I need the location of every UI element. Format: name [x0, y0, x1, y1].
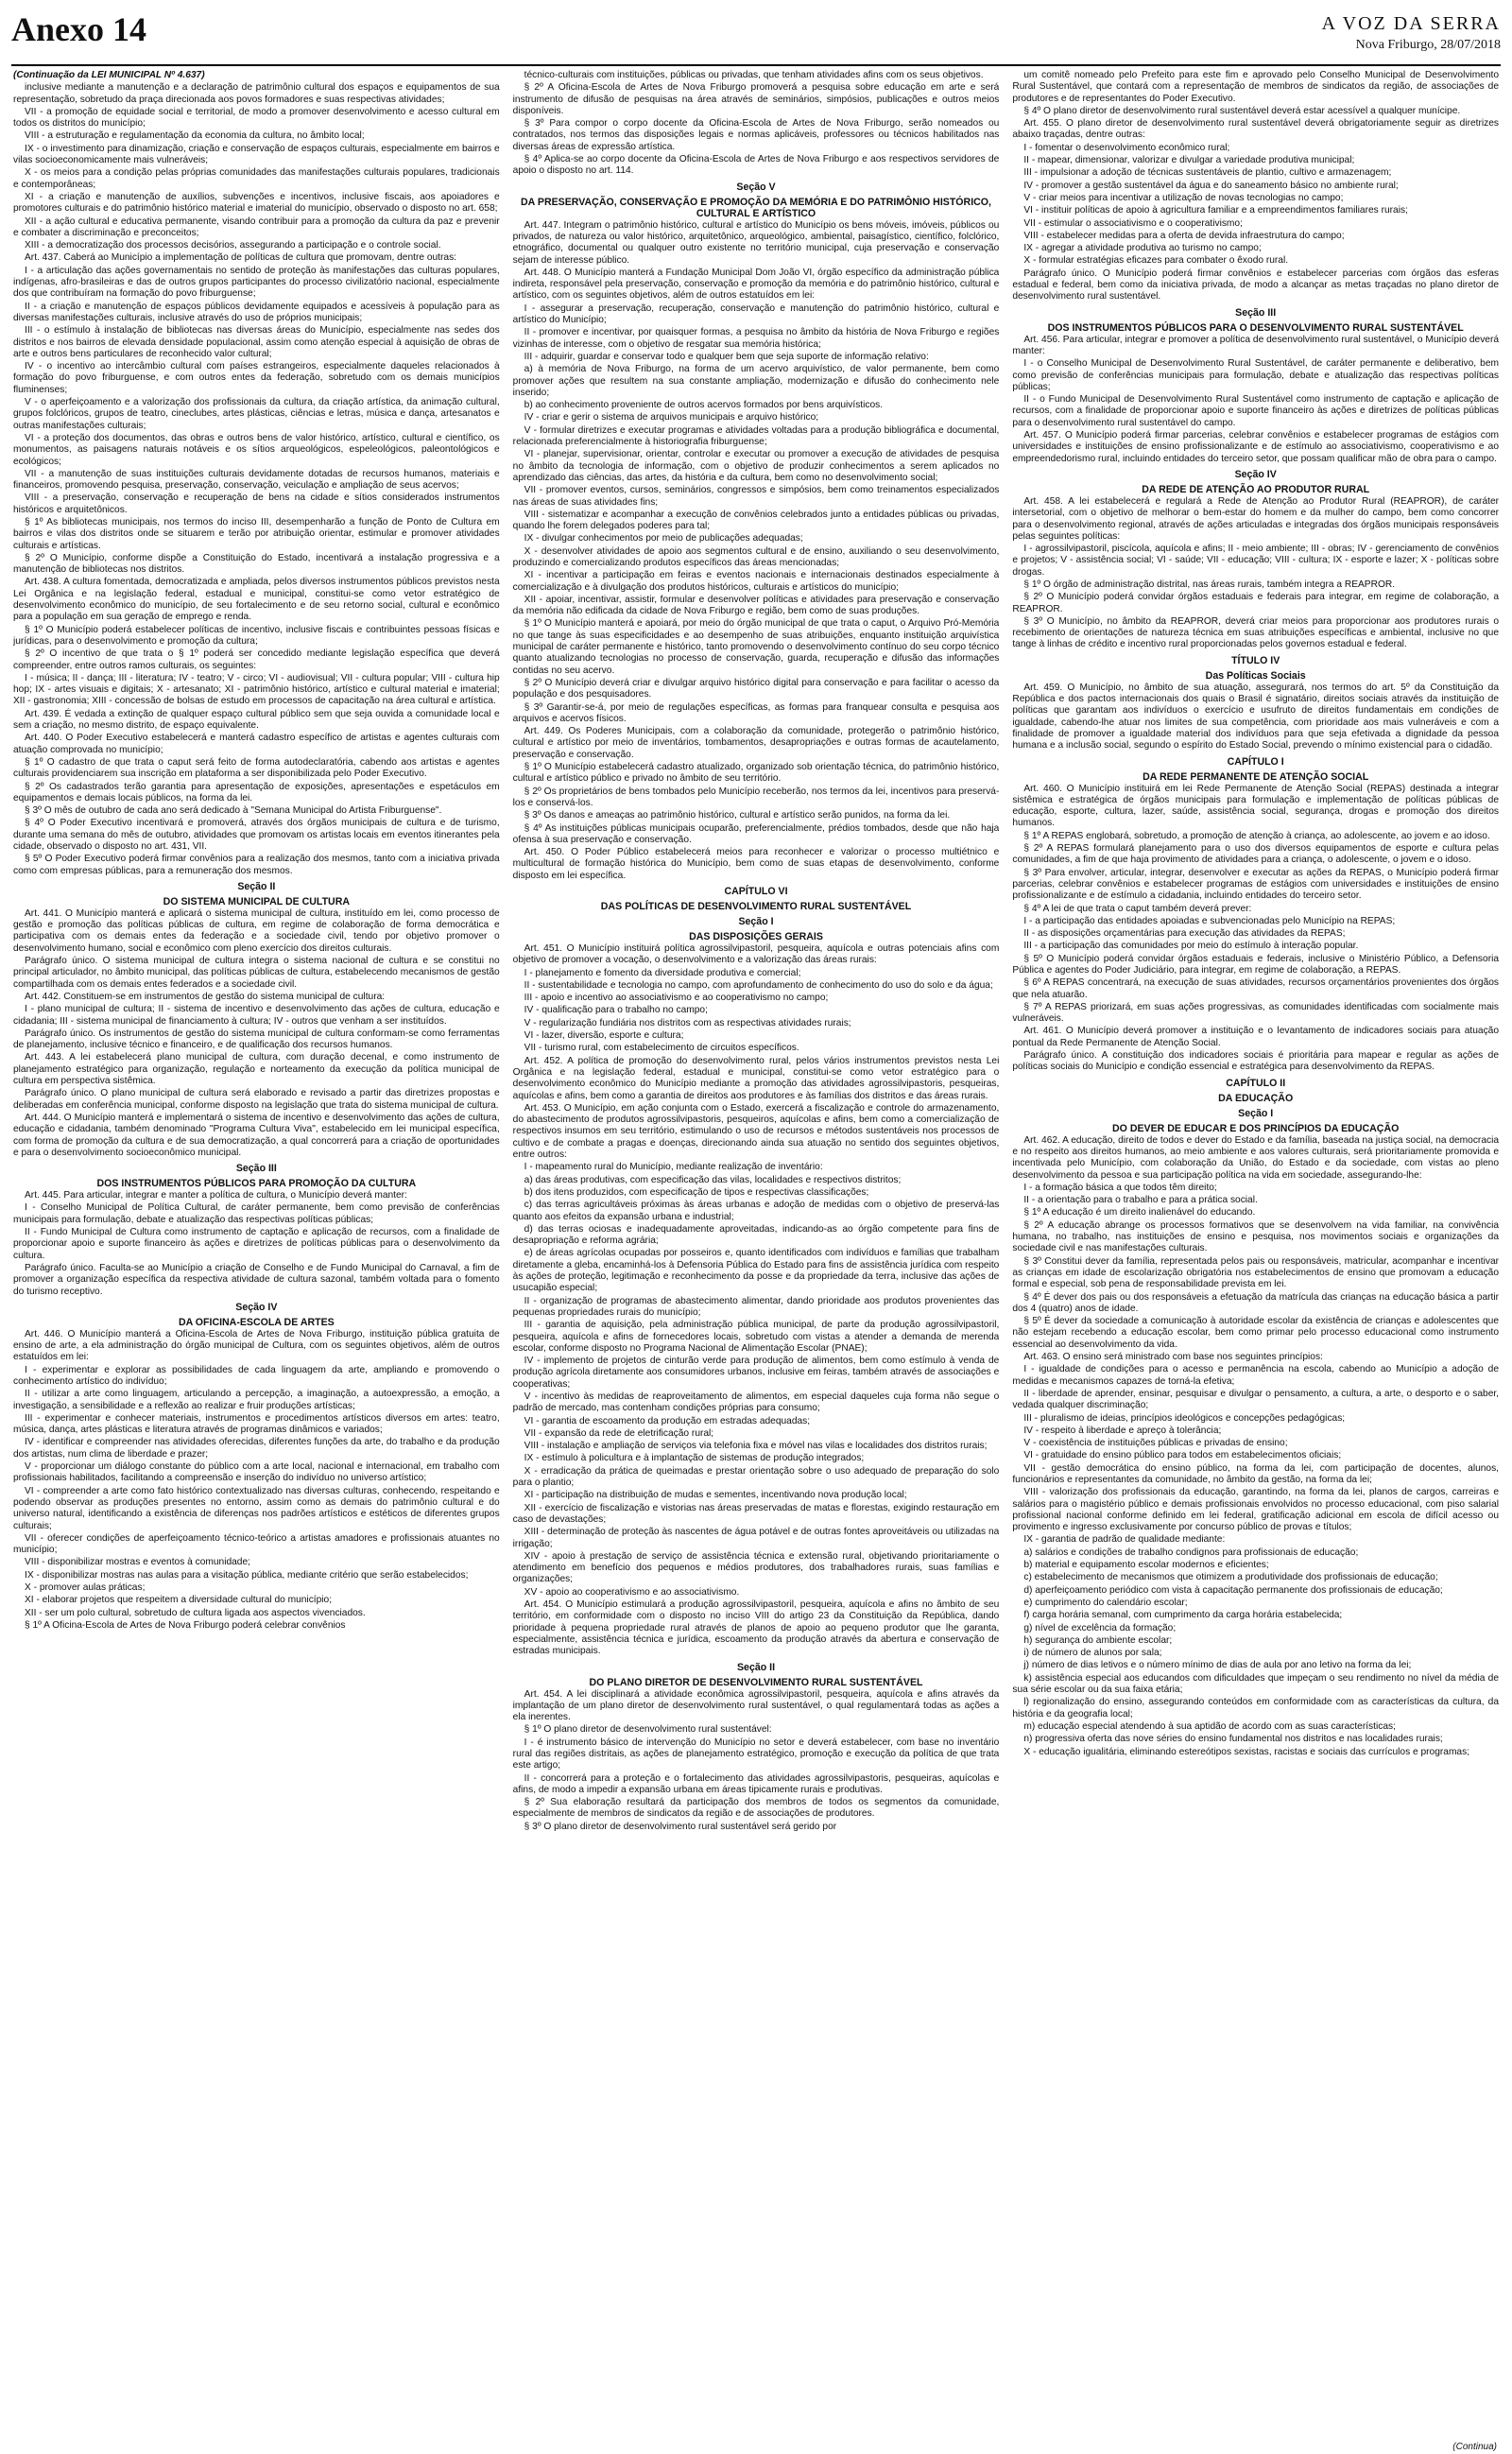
section-heading: Seção III	[235, 1163, 277, 1175]
paragraph: m) educação especial atendendo à sua aptidão de acordo com as suas características;	[1023, 1720, 1396, 1732]
paragraph: Art. 444. O Município manterá e implementará o sistema de incentivo e desenvolvimento das ações de cultura, educação e cidadania, também denominado "Programa Cultura Viva", estabelecido em lei municipal específica, com forma de promoção da cultura e de sua democratização, a qual concorrerá para a criação de oportunidades e para o desenvolvimento socioeconômico municipal.	[13, 1112, 500, 1158]
paragraph: II - sustentabilidade e tecnologia no campo, com aprofundamento de conhecimento do uso do solo e da água;	[524, 979, 993, 991]
section-heading: DAS DISPOSIÇÕES GERAIS	[689, 931, 823, 942]
paragraph: § 5º É dever da sociedade a comunicação à autoridade escolar da existência de crianças e adolescentes que não estejam recebendo a educação escolar, bem como primar pelo processo educacional como instrumento essencial ao desenvolvimento da vida.	[1012, 1316, 1500, 1350]
paragraph: XI - participação na distribuição de mudas e sementes, incentivando nova produção local;	[524, 1490, 907, 1501]
paragraph: VI - compreender a arte como fato histórico contextualizado nas diversas culturas, conhecendo, respeitando e podendo observar as produções presentes no entorno, assim como as demais do patrimônio cultural e do universo natural, identificando a existência de diferenças nos padrões artísticos e estéticos de diferentes grupos culturais;	[13, 1485, 500, 1531]
paragraph: § 3º Os danos e ameaças ao patrimônio histórico, cultural e artístico serão punidos, na forma da lei.	[524, 810, 951, 821]
paragraph: a) das áreas produtivas, com especificação das vilas, localidades e respectivos distritos;	[524, 1174, 902, 1185]
paragraph: um comitê nomeado pelo Prefeito para este fim e aprovado pelo Conselho Municipal de Desenvolvimento Rural Sustentável, que contará com a representação de membros de sindicatos da região, de associações de produtores e de representantes do Poder Executivo.	[1012, 70, 1500, 104]
paragraph: I - planejamento e fomento da diversidade produtiva e comercial;	[524, 967, 801, 978]
section-heading: DA OFICINA-ESCOLA DE ARTES	[178, 1316, 335, 1328]
paragraph: XIII - determinação de proteção às nascentes de água potável e de outras fontes aproveitáveis ou utilizadas na irrigação;	[512, 1527, 1000, 1549]
paragraph: II - o Fundo Municipal de Desenvolvimento Rural Sustentável como instrumento de captação e aplicação de recursos, com a finalidade de proporcionar apoio e suporte financeiro às ações e diretrizes de políticas públicas para o desenvolvimento rural sustentável do campo.	[1012, 394, 1500, 428]
paragraph: VII - a promoção de equidade social e territorial, de modo a promover desenvolvimento e acesso cultural em todos os distritos do município;	[13, 106, 500, 130]
paragraph: XIV - apoio à prestação de serviço de assistência técnica e extensão rural, objetivando prioritariamente o atendimento em benefício dos pequenos e médios produtores, dos trabalhadores rurais, suas famílias e organizações;	[512, 1550, 1000, 1585]
paragraph: VI - garantia de escoamento da produção em estradas adequadas;	[524, 1415, 811, 1426]
continues-note: (Continua)	[1452, 2442, 1497, 2452]
section-heading: Seção III	[1235, 306, 1277, 319]
section-heading: Das Políticas Sociais	[1205, 669, 1306, 682]
paragraph: Art. 449. Os Poderes Municipais, com a colaboração da comunidade, protegerão o patrimônio histórico, cultural e artístico por meio de inventários, tombamentos, desapropriações e outras formas de acautelamento, preservação e conservação.	[512, 726, 1000, 760]
paragraph: I - música; II - dança; III - literatura; IV - teatro; V - circo; VI - audiovisual; VII - cultura popular; VIII - cultura hip hop; IX - artes visuais e digitais; X - artesanato; XI - patrimônio histórico, artístico e cultural material e imaterial; XII - gastronomia; XIII - concessão de bolsas de estudo em processos de capacitação na área cultural e artística.	[13, 672, 500, 707]
paragraph: k) assistência especial aos educandos com dificuldades que impeçam o seu rendimento no nível da média de sua série escolar ou da sua faixa etária;	[1012, 1672, 1500, 1696]
paragraph: § 3º Para compor o corpo docente da Oficina-Escola de Artes de Nova Friburgo, serão nomeados ou contratados, nos termos das disposições legais e normas aplicáveis, professores ou técnicos habilitados nas diversas áreas de expressão artística.	[512, 118, 1000, 152]
paragraph: VIII - instalação e ampliação de serviços via telefonia fixa e móvel nas vilas e localidades dos distritos rurais;	[524, 1441, 988, 1452]
paragraph: I - a formação básica a que todos têm direito;	[1023, 1182, 1217, 1193]
paragraph: VII - expansão da rede de eletrificação rural;	[524, 1427, 714, 1439]
paragraph: Art. 445. Para articular, integrar e manter a política de cultura, o Município deverá manter:	[25, 1190, 407, 1201]
paragraph: XII - exercício de fiscalização e vistorias nas áreas preservadas de matas e florestas, exigindo restauração em caso de devastações;	[512, 1502, 1000, 1525]
paragraph: § 2º Os cadastrados terão garantia para apresentação de exposições, apresentações e espetáculos em equipamentos e demais locais públicos, na forma da lei.	[13, 781, 500, 804]
paragraph: XII - apoiar, incentivar, assistir, formular e desenvolver políticas e atividades para preservação e conservação da memória não edificada da cidade de Nova Friburgo e região, bem como de suas produções.	[512, 594, 1000, 617]
paragraph: V - criar meios para incentivar a utilização de novas tecnologias no campo;	[1023, 192, 1344, 203]
paragraph: Parágrafo único. Faculta-se ao Município a criação de Conselho e de Fundo Municipal do Carnaval, a fim de promover a organização específica da respectiva atividade de cultura sazonal, também voltada para o fomento do turismo receptivo.	[13, 1262, 500, 1297]
section-heading: Seção I	[738, 916, 774, 927]
paragraph: inclusive mediante a manutenção e a declaração de patrimônio cultural dos espaços e equipamentos de sua representação, sobretudo da praça direcionada aos povos formadores e suas respectivas atividades;	[13, 82, 500, 105]
paragraph: VI - gratuidade do ensino público para todos em estabelecimentos oficiais;	[1023, 1450, 1342, 1461]
paragraph: X - desenvolver atividades de apoio aos segmentos cultural e de ensino, auxiliando o seu desenvolvimento, produzindo e comercializando produtos específicos das áreas mencionadas;	[512, 545, 1000, 568]
paragraph: Parágrafo único. A constituição dos indicadores sociais é prioritária para mapear e regular as ações de políticas sociais do Município e condição essencial e estratégica para desenvolvimento da REPAS.	[1012, 1050, 1500, 1073]
paragraph: VII - turismo rural, com estabelecimento de circuitos específicos.	[524, 1043, 799, 1054]
paragraph: § 3º Para envolver, articular, integrar, desenvolver e executar as ações da REPAS, o Município poderá firmar parcerias, celebrar convênios e estabelecer programas de estágios com universidades e instituições de ensino profissionalizante e de estímulo a cidadania, incluindo entidades do terceiro setor.	[1012, 867, 1500, 902]
paragraph: V - coexistência de instituições públicas e privadas de ensino;	[1023, 1438, 1288, 1449]
paragraph: § 4º A lei de que trata o caput também deverá prever:	[1023, 903, 1252, 914]
paragraph: IX - estímulo à policultura e à implantação de sistemas de produção integrados;	[524, 1453, 865, 1464]
paragraph: III - impulsionar a adoção de técnicas sustentáveis de plantio, cultivo e armazenagem;	[1023, 167, 1392, 179]
paragraph: § 2º A educação abrange os processos formativos que se desenvolvem na vida familiar, na convivência humana, no trabalho, nas instituições de ensino e pesquisa, nos movimentos sociais e organizações da sociedade civil e nas manifestações culturais.	[1012, 1219, 1500, 1254]
text-columns	[13, 70, 1499, 2448]
paragraph: § 1º As bibliotecas municipais, nos termos do inciso III, desempenharão a função de Ponto de Cultura em bairros e vilas dos distritos onde se situarem e terão por atribuição orientar, estimular e promover atividades culturais e artísticas.	[13, 516, 500, 551]
paragraph: Art. 456. Para articular, integrar e promover a política de desenvolvimento rural sustentável, o Município deverá manter:	[1012, 334, 1500, 356]
paragraph: § 1º O plano diretor de desenvolvimento rural sustentável:	[524, 1724, 772, 1736]
paragraph: IV - promover a gestão sustentável da água e do saneamento básico no ambiente rural;	[1023, 180, 1399, 191]
annex-title: Anexo 14	[11, 10, 146, 48]
paragraph: VIII - sistematizar e acompanhar a execução de convênios celebrados junto a entidades públicas ou privadas, quando lhe forem delegados poderes para tal;	[512, 509, 1000, 532]
paragraph: VI - instituir políticas de apoio à agricultura familiar e a empreendimentos familiares rurais;	[1023, 205, 1408, 216]
paragraph: § 4º O plano diretor de desenvolvimento rural sustentável deverá estar acessível a qualquer munícipe.	[1023, 105, 1461, 116]
paragraph: II - mapear, dimensionar, valorizar e divulgar a variedade produtiva municipal;	[1023, 155, 1355, 166]
paragraph: Art. 440. O Poder Executivo estabelecerá e manterá cadastro específico de artistas e agentes culturais com atuação comprovada no município;	[13, 733, 500, 755]
paragraph: g) nível de excelência da formação;	[1023, 1622, 1177, 1633]
paragraph: b) material e equipamento escolar modernos e eficientes;	[1023, 1560, 1269, 1571]
paragraph: V - formular diretrizes e executar programas e atividades voltadas para a produção bibliográfica e documental, relacionada preferencialmente à historiografia friburguense;	[512, 424, 1000, 448]
paragraph: VII - gestão democrática do ensino público, na forma da lei, com participação de docentes, alunos, funcionários e representantes da comunidade, no âmbito da gestão, na forma da lei;	[1012, 1462, 1500, 1485]
paragraph: Parágrafo único. O sistema municipal de cultura integra o sistema nacional de cultura e se constitui no principal articulador, no âmbito municipal, das políticas públicas de cultura, estabelecendo mecanismos de gestão compartilhada com os demais entes federados e a sociedade civil.	[13, 956, 500, 990]
paragraph: VIII - disponibilizar mostras e eventos à comunidade;	[25, 1557, 250, 1568]
paragraph: § 2º Sua elaboração resultará da participação dos membros de todos os segmentos da comunidade, especialmente de membros de sindicatos da região e de associações de produtores.	[512, 1797, 1000, 1820]
paragraph: V - proporcionar um diálogo constante do público com a arte local, nacional e internacional, em trabalho com profissionais habilitados, facilitando a compreensão e inserção do indivíduo no universo artístico;	[13, 1461, 500, 1484]
paragraph: VIII - valorização dos profissionais da educação, garantindo, na forma da lei, planos de cargos, carreiras e salários para o magistério público e demais profissionais envolvidos no processo educacional, com piso salarial profissional nacional conforme definido em lei federal, gratificação adicional em escola de difícil acesso ou provimento e ingresso exclusivamente por concurso público de provas e títulos;	[1012, 1487, 1500, 1533]
section-heading: Seção IV	[1234, 468, 1277, 480]
paragraph: § 1º O Município estabelecerá cadastro atualizado, organizado sob orientação técnica, do patrimônio histórico, cultural e artístico público e privado no âmbito de seu território.	[512, 762, 1000, 785]
paragraph: IV - qualificação para o trabalho no campo;	[524, 1005, 708, 1016]
paragraph: VII - promover eventos, cursos, seminários, congressos e simpósios, bem como treinamentos especializados nas áreas de suas atividades fins;	[512, 485, 1000, 508]
paragraph: II - a orientação para o trabalho e para a prática social.	[1023, 1195, 1258, 1206]
paragraph: a) salários e condições de trabalho condignos para profissionais de educação;	[1023, 1547, 1359, 1558]
paragraph: V - incentivo às medidas de reaproveitamento de alimentos, em especial daqueles cuja forma não segue o padrão de mercado, mas contenham condições próprias para consumo;	[512, 1391, 1000, 1414]
paragraph: § 1º O Município manterá e apoiará, por meio do órgão municipal de que trata o caput, o Arquivo Pró-Memória no que tange às suas especificidades e ao desempenho de suas atribuições, enquanto instituição arquivística municipal de caráter permanente e histórico, tanto promovendo o desenvolvimento contínuo do seu corpo técnico quanto atualizando tecnologias no processo de conservação, guarda, recuperação e difusão das informações contidas no seu acervo.	[512, 618, 1000, 676]
paragraph: c) das terras agricultáveis próximas às áreas urbanas e adoção de medidas com o objetivo de preservá-las quanto aos efeitos da expansão urbana e industrial;	[512, 1200, 1000, 1222]
paragraph: § 5º O Município poderá convidar órgãos estaduais e federais, inclusive o Ministério Público, a Defensoria Pública e agentes do Poder Judiciário, para integrar, em regime de colaboração, a REPAS.	[1012, 953, 1500, 976]
paragraph: Art. 455. O plano diretor de desenvolvimento rural sustentável deverá obrigatoriamente seguir as diretrizes abaixo traçadas, dentre outras:	[1012, 118, 1500, 141]
paragraph: IV - implemento de projetos de cinturão verde para produção de alimentos, bem como estímulo à venda de produção agrícola diretamente aos consumidores urbanos, inclusive em feiras, também através de associações e cooperativas;	[512, 1356, 1000, 1390]
section-heading: Seção II	[237, 880, 276, 892]
paragraph: § 3º O plano diretor de desenvolvimento rural sustentável será gerido por	[524, 1821, 837, 1832]
paragraph: II - Fundo Municipal de Cultura como instrumento de captação e aplicação de recursos, com a finalidade de proporcionar apoio e suporte financeiro às ações e diretrizes de políticas públicas para o desenvolvimento da cultura.	[13, 1227, 500, 1261]
paragraph: Art. 457. O Município poderá firmar parcerias, celebrar convênios e estabelecer programas de estágios com universidades e instituições de ensino profissionalizante e de estímulo ao associativismo, cooperativismo e ao empreendedorismo rural, incluindo entidades do terceiro setor, que possam qualificar mão de obra para o campo.	[1012, 430, 1500, 464]
paragraph: VI - planejar, supervisionar, orientar, controlar e executar ou promover a execução de atividades de pesquisa no âmbito da tecnologia de informação, com o objetivo de produzir conhecimentos a serem aplicados no aprendizado das ciências, das artes, da história e da cultura, bem como no desenvolvimento social;	[512, 449, 1000, 483]
paragraph: Art. 463. O ensino será ministrado com base nos seguintes princípios:	[1023, 1352, 1323, 1363]
paragraph: § 4º Aplica-se ao corpo docente da Oficina-Escola de Artes de Nova Friburgo e aos respectivos servidores de apoio o disposto no art. 114.	[512, 154, 1000, 177]
paragraph: § 2º A REPAS formulará planejamento para o uso dos diversos equipamentos de esporte e cultura pelas comunidades, a fim de que haja provimento de atividades para a criança, o adolescente, o jovem e o idoso.	[1012, 843, 1500, 866]
paragraph: I - a participação das entidades apoiadas e subvencionadas pelo Município na REPAS;	[1023, 915, 1396, 926]
paragraph: I - plano municipal de cultura; II - sistema de incentivo e desenvolvimento das ações de cultura, educação e cidadania; III - sistema municipal de financiamento à cultura; IV - outros que venham a ser instituídos.	[13, 1004, 500, 1027]
paragraph: III - a participação das comunidades por meio do estímulo à interação popular.	[1023, 941, 1359, 952]
paragraph: IX - garantia de padrão de qualidade mediante:	[1023, 1534, 1226, 1546]
paragraph: II - utilizar a arte como linguagem, articulando a percepção, a imaginação, a autoexpressão, a emoção, a investigação, a sensibilidade e a reflexão ao realizar e fruir produções artísticas;	[13, 1389, 500, 1411]
paragraph: técnico-culturais com instituições, públicas ou privadas, que tenham atividades afins com os seus objetivos.	[524, 70, 984, 80]
paragraph: XI - elaborar projetos que respeitem a diversidade cultural do município;	[25, 1595, 333, 1606]
paragraph: Art. 441. O Município manterá e aplicará o sistema municipal de cultura, instituído em lei, como processo de gestão e promoção das políticas públicas de cultura, em regime de colaboração de forma democrática e participativa com os demais entes da federação e a sociedade civil, tendo por objetivo promover o desenvolvimento humano, social e econômico com pleno exercício dos direitos culturais.	[13, 907, 500, 954]
paragraph: Art. 462. A educação, direito de todos e dever do Estado e da família, baseada na justiça social, na democracia e no respeito aos direitos humanos, ao meio ambiente e aos valores culturais, será prioritariamente promovida e incentivada pelo Município, com colaboração da União, do Estado e da sociedade, com vistas ao pleno desenvolvimento da pessoa e sua participação política na vida em sociedade, assegurando-lhe:	[1012, 1134, 1500, 1181]
newspaper-masthead: A VOZ DA SERRA	[1321, 13, 1501, 34]
paragraph: Art. 446. O Município manterá a Oficina-Escola de Artes de Nova Friburgo, instituição pública gratuita de ensino de arte, a ela administração do órgão municipal de Cultura, com os seguintes objetivos, além de outros estatuídos em lei:	[13, 1328, 500, 1363]
paragraph: § 3º O mês de outubro de cada ano será dedicado à "Semana Municipal do Artista Friburguense".	[25, 805, 442, 817]
paragraph: I - é instrumento básico de intervenção do Município no setor e deverá estabelecer, com base no inventário rural das regiões distritais, as ações de planejamento estratégico, promoção e execução da política de que trata este artigo;	[512, 1737, 1000, 1771]
paragraph: VI - a proteção dos documentos, das obras e outros bens de valor histórico, artístico, cultural e científico, os monumentos, as paisagens naturais notáveis e os sítios arqueológicos, espeleológicos, paleontológicos e ecológicos;	[13, 432, 500, 467]
paragraph: Art. 454. O Município estimulará a produção agrossilvipastoril, pesqueira, aquícola e afins no âmbito de seu território, em conformidade com o disposto no inciso VIII do artigo 23 da Constituição da República, dando prioridade à pequena propriedade rural através de planos de apoio ao pequeno produtor que lhe garanta, especialmente, assistência técnica e jurídica, escoamento da produção através da abertura e conservação de estradas municipais.	[512, 1599, 1000, 1657]
paragraph: § 4º As instituições públicas municipais ocuparão, preferencialmente, prédios tombados, desde que não haja ofensa à sua preservação e conservação.	[512, 822, 1000, 845]
paragraph: IX - divulgar conhecimentos por meio de publicações adequadas;	[524, 533, 803, 544]
paragraph: Parágrafo único. Os instrumentos de gestão do sistema municipal de cultura conformam-se como ferramentas de planejamento, inclusive técnico e financeiro, e de qualificação dos recursos humanos.	[13, 1028, 500, 1051]
paragraph: IX - o investimento para dinamização, criação e conservação de espaços culturais, especialmente em bairros e vilas socioeconomicamente mais vulneráveis;	[13, 143, 500, 166]
paragraph: Art. 439. É vedada a extinção de qualquer espaço cultural público sem que seja ouvida a comunidade local e sem a criação, no mesmo distrito, de espaço equivalente.	[13, 708, 500, 732]
paragraph: Parágrafo único. O plano municipal de cultura será elaborado e revisado a partir das diretrizes propostas e deliberadas em conferência municipal, conforme disposto na legislação que trata do sistema municipal de cultura.	[13, 1088, 500, 1111]
paragraph: III - garantia de aquisição, pela administração pública municipal, de parte da produção agrossilvipastoril, pesqueira, aquícola e afins de fornecedores locais, sobretudo com vistas a atender a demanda de merenda escolar, conforme disposto no Programa Nacional de Alimentação Escolar (PNAE);	[512, 1320, 1000, 1354]
paragraph: § 1º A educação é um direito inalienável do educando.	[1023, 1207, 1256, 1218]
paragraph: III - pluralismo de ideias, princípios ideológicos e concepções pedagógicas;	[1023, 1412, 1346, 1424]
paragraph: II - as disposições orçamentárias para execução das atividades da REPAS;	[1023, 928, 1346, 940]
paragraph: Art. 459. O Município, no âmbito de sua atuação, assegurará, nos termos do art. 5º da Constituição da República e dos pactos internacionais dos quais o Brasil é signatário, direitos sociais através da instituição de políticas que garantam aos indivíduos o exercício e usufruto de direitos fundamentais em condições de igualdade, cabendo-lhe atuar nos limites de sua competência, com prioridade aos mais vulneráveis e com a finalidade de promover a igualdade material dos indivíduos para que seja efetivada a dignidade da pessoa humana e a inclusão social, segundo o espírito do Estado Social, prevendo o mínimo existencial para o cidadão.	[1012, 682, 1500, 752]
paragraph: Parágrafo único. O Município poderá firmar convênios e estabelecer parcerias com órgãos das esferas estadual e federal, bem como da iniciativa privada, de modo a alcançar as metas traçadas no plano diretor de desenvolvimento rural sustentável.	[1012, 268, 1500, 302]
paragraph: Art. 448. O Município manterá a Fundação Municipal Dom João VI, órgão específico da administração pública indireta, responsável pela preservação, conservação e promoção da memória e do patrimônio histórico, cultural e artístico, com os seguintes objetivos, além de outros estatuídos em lei:	[512, 267, 1000, 302]
paragraph: V - o aperfeiçoamento e a valorização dos profissionais da cultura, da criação artística, da animação cultural, grupos folclóricos, grupos de teatro, cineclubes, artes plásticas, ciências e letras, música e dança, artesanatos e outras manifestações culturais;	[13, 397, 500, 431]
page-header	[11, 8, 1501, 66]
paragraph: XV - apoio ao cooperativismo e ao associativismo.	[524, 1586, 740, 1598]
section-heading: DOS INSTRUMENTOS PÚBLICOS PARA O DESENVOLVIMENTO RURAL SUSTENTÁVEL	[1047, 321, 1464, 334]
column-3	[1012, 70, 1499, 2448]
paragraph: VII - oferecer condições de aperfeiçoamento técnico-teórico a artistas amadores e profissionais atuantes no município;	[13, 1532, 500, 1556]
paragraph: II - a criação e manutenção de espaços públicos devidamente equipados e acessíveis à população para as diversas manifestações culturais, inclusive através do uso de próprios municipais;	[13, 301, 500, 323]
paragraph: XI - incentivar a participação em feiras e eventos nacionais e internacionais destinados especialmente à comercialização e à divulgação dos produtos históricos, culturais e artísticos do município;	[512, 570, 1000, 593]
paragraph: III - apoio e incentivo ao associativismo e ao cooperativismo no campo;	[524, 993, 829, 1004]
paragraph: a) à memória de Nova Friburgo, na forma de um acervo arquivístico, de valor permanente, bem como promover ações que resultem na sua constante ampliação, modernização e difusão do conhecimento nele inserido;	[512, 364, 1000, 398]
paragraph: IV - identificar e compreender nas atividades oferecidas, diferentes funções da arte, do trabalho e da produção dos artistas, num clima de liberdade e prazer;	[13, 1437, 500, 1460]
section-heading: CAPÍTULO I	[1227, 755, 1284, 768]
paragraph: Art. 450. O Poder Público estabelecerá meios para reconhecer e valorizar o processo multiétnico e multicultural de formação histórica do Município, bem como de suas etapas de desenvolvimento, conforme disposto em lei específica.	[512, 847, 1000, 881]
paragraph: I - mapeamento rural do Município, mediante realização de inventário:	[524, 1162, 823, 1173]
paragraph: b) dos itens produzidos, com especificação de tipos e respectivas classificações;	[524, 1186, 869, 1198]
paragraph: X - educação igualitária, eliminando estereótipos sexistas, racistas e sociais das currículos e programas;	[1023, 1746, 1470, 1757]
paragraph: (Continuação da LEI MUNICIPAL Nº 4.637)	[13, 70, 205, 80]
section-heading: TÍTULO IV	[1231, 654, 1280, 666]
paragraph: II - concorrerá para a proteção e o fortalecimento das atividades agrossilvipastoris, pesqueiras, aquícolas e afins, de modo a impedir a expansão urbana em áreas tipicamente rurais e produtivas.	[512, 1772, 1000, 1795]
paragraph: d) das terras ociosas e inadequadamente aproveitadas, indicando-as ao órgão competente para fins de desapropriação e reforma agrária;	[512, 1223, 1000, 1247]
section-heading: DA REDE DE ATENÇÃO AO PRODUTOR RURAL	[1142, 483, 1370, 495]
paragraph: I - a articulação das ações governamentais no sentido de proteção às manifestações das culturas populares, indígenas, afro-brasileiras e das de outros grupos participantes do processo civilizatório nacional, especialmente dos que contribuíram na formação do povo friburguense;	[13, 265, 500, 300]
paragraph: X - formular estratégias eficazes para combater o êxodo rural.	[1023, 255, 1289, 267]
paragraph: § 2º O Município, conforme dispõe a Constituição do Estado, incentivará a instalação progressiva e a manutenção de bibliotecas nos distritos.	[13, 552, 500, 576]
paragraph: I - o Conselho Municipal de Desenvolvimento Rural Sustentável, de caráter permanente e deliberativo, bem como previsão de conferências municipais para formulação, debate e atualização das respectivas políticas públicas;	[1012, 358, 1500, 392]
section-heading: Seção IV	[235, 1301, 278, 1313]
paragraph: Art. 438. A cultura fomentada, democratizada e ampliada, pelos diversos instrumentos públicos previstos nesta Lei Orgânica e na legislação federal, estadual e municipal, constitui-se como vetor estratégico de desenvolvimento econômico do município, de seu fortalecimento e de seu retorno social, cultural e econômico para a população em sua geração de emprego e renda.	[13, 577, 500, 623]
paragraph: § 1º O cadastro de que trata o caput será feito de forma autodeclaratória, cabendo aos artistas e agentes culturais providenciarem sua inscrição em plataforma a ser disponibilizada pelo Poder Executivo.	[13, 756, 500, 780]
paragraph: § 4º O Poder Executivo incentivará e promoverá, através dos órgãos municipais de cultura e de turismo, durante uma semana do mês de outubro, atividades que promovam os artistas locais em eventos itinerantes pela cidade, observado o disposto no art. 431, VII.	[13, 818, 500, 852]
paragraph: § 1º O Município poderá estabelecer políticas de incentivo, inclusive fiscais e contribuintes pessoas físicas e jurídicas, para o desenvolvimento e promoção da cultura;	[13, 624, 500, 647]
paragraph: VIII - estabelecer medidas para a oferta de devida infraestrutura do campo;	[1023, 230, 1345, 241]
paragraph: IV - criar e gerir o sistema de arquivos municipais e arquivo histórico;	[524, 412, 819, 423]
column-1	[13, 70, 500, 2448]
paragraph: IX - agregar a atividade produtiva ao turismo no campo;	[1023, 243, 1262, 254]
paragraph: § 1º O órgão de administração distrital, nas áreas rurais, também integra a REAPROR.	[1023, 579, 1396, 590]
column-2	[513, 70, 1000, 2448]
paragraph: III - experimentar e conhecer materiais, instrumentos e procedimentos artísticos diversos em artes: teatro, música, dança, artes plásticas e literatura através de programas dinâmicos e variados;	[13, 1412, 500, 1436]
paragraph: § 4º É dever dos pais ou dos responsáveis a efetuação da matrícula das crianças na educação básica a partir dos 4 (quatro) anos de idade.	[1012, 1291, 1500, 1314]
paragraph: § 3º Constitui dever da família, representada pelos pais ou responsáveis, matricular, acompanhar e incentivar as crianças em idade de escolarização obrigatória nos estabelecimentos de ensino que promovam a educação formal e especial, sob pena de responsabilidade prevista em lei.	[1012, 1255, 1500, 1290]
paragraph: § 1º A REPAS englobará, sobretudo, a promoção de atenção à criança, ao adolescente, ao jovem e ao idoso.	[1023, 830, 1490, 841]
paragraph: VIII - a preservação, conservação e recuperação de bens na cidade e sítios considerados instrumentos históricos e arquitetônicos.	[13, 493, 500, 515]
paragraph: Art. 442. Constituem-se em instrumentos de gestão do sistema municipal de cultura:	[25, 991, 386, 1002]
section-heading: DAS POLÍTICAS DE DESENVOLVIMENTO RURAL SUSTENTÁVEL	[600, 901, 912, 912]
paragraph: f) carga horária semanal, com cumprimento da carga horária estabelecida;	[1023, 1610, 1343, 1621]
paragraph: VII - estimular o associativismo e o cooperativismo;	[1023, 217, 1243, 229]
paragraph: VI - lazer, diversão, esporte e cultura;	[524, 1030, 684, 1042]
paragraph: § 2º O incentivo de que trata o § 1º poderá ser concedido mediante legislação específica que deverá compreender, entre outros ramos culturais, os seguintes:	[13, 648, 500, 671]
paragraph: I - experimentar e explorar as possibilidades de cada linguagem da arte, ampliando e promovendo o conhecimento artístico do indivíduo;	[13, 1364, 500, 1387]
paragraph: h) segurança do ambiente escolar;	[1023, 1634, 1173, 1646]
section-heading: Seção V	[736, 181, 776, 193]
paragraph: e) de áreas agrícolas ocupadas por posseiros e, quanto identificados com indivíduos e famílias que trabalham diretamente a gleba, encaminhá-los à Defensoria Pública do Estado para fins de assistência jurídica com respeito às ações de proteção, legitimação e reconhecimento da posse e da propriedade da terra, inclusive das ações de usucapião especial;	[512, 1248, 1000, 1294]
paragraph: § 1º A Oficina-Escola de Artes de Nova Friburgo poderá celebrar convênios	[25, 1619, 346, 1631]
paragraph: X - os meios para a condição pelas próprias comunidades das manifestações culturais populares, tradicionais e contemporâneas;	[13, 167, 500, 190]
paragraph: III - o estímulo à instalação de bibliotecas nas diversas áreas do Município, especialmente nas sedes dos distritos e nos bairros de elevada densidade populacional, assim como atenção especial à aquisição de obras de arte e outros bens particulares de reconhecido valor cultural;	[13, 325, 500, 359]
section-heading: DO PLANO DIRETOR DE DESENVOLVIMENTO RURAL SUSTENTÁVEL	[589, 1676, 923, 1688]
section-heading: DO DEVER DE EDUCAR E DOS PRINCÍPIOS DA EDUCAÇÃO	[1112, 1122, 1400, 1134]
paragraph: § 5º O Poder Executivo poderá firmar convênios para a realização dos mesmos, tanto com a iniciativa privada como com empresas públicas, para a remuneração dos mesmos.	[13, 854, 500, 876]
section-heading: DA PRESERVAÇÃO, CONSERVAÇÃO E PROMOÇÃO DA MEMÓRIA E DO PATRIMÔNIO HISTÓRICO, CULTURAL E ARTÍSTICO	[521, 196, 991, 219]
paragraph: Art. 458. A lei estabelecerá e regulará a Rede de Atenção ao Produtor Rural (REAPROR), de caráter intersetorial, com o objetivo de melhorar o bem-estar do homem e da mulher do campo, bem como concorrer para o desenvolvimento regional, através de ações articuladas e integradas dos órgãos municipais responsáveis pelas seguintes políticas:	[1012, 495, 1500, 542]
paragraph: § 7º A REPAS priorizará, em suas ações progressivas, as comunidades identificadas com socialmente mais vulneráveis.	[1012, 1001, 1500, 1025]
paragraph: II - promover e incentivar, por quaisquer formas, a pesquisa no âmbito da história de Nova Friburgo e regiões vizinhas de interesse, com o objetivo de resgatar sua memória histórica;	[512, 327, 1000, 350]
paragraph: Art. 451. O Município instituirá política agrossilvipastoril, pesqueira, aquícola e outras potenciais afins com objetivo de promover a vocação, o desenvolvimento e a valorização das áreas rurais:	[512, 943, 1000, 966]
paragraph: Art. 452. A política de promoção do desenvolvimento rural, pelos vários instrumentos previstos nesta Lei Orgânica e na legislação federal, estadual e municipal, constitui-se como vetor estratégico para o desenvolvimento econômico do Município mediante a promoção das atividades agrossilvipastoris, pesqueiras, aquícolas e afins, bem como a garantia de direitos aos produtores e às famílias dos distritos e das áreas rurais.	[512, 1055, 1000, 1101]
paragraph: X - erradicação da prática de queimadas e prestar orientação sobre o uso adequado de preparação do solo para o plantio;	[512, 1465, 1000, 1489]
paragraph: Art. 437. Caberá ao Município a implementação de políticas de cultura que promovam, dentre outras:	[25, 252, 456, 264]
paragraph: IV - respeito à liberdade e apreço à tolerância;	[1023, 1425, 1222, 1436]
paragraph: I - assegurar a preservação, recuperação, conservação e manutenção do patrimônio histórico, cultural e artístico do Município;	[512, 302, 1000, 326]
section-heading: CAPÍTULO II	[1226, 1077, 1286, 1089]
paragraph: I - fomentar o desenvolvimento econômico rural;	[1023, 142, 1230, 153]
paragraph: IV - o incentivo ao intercâmbio cultural com países estrangeiros, especialmente daqueles relacionados à formação do povo friburguense, e com outros entes da federação, sobretudo com os demais municípios fluminenses;	[13, 361, 500, 395]
section-heading: CAPÍTULO VI	[724, 886, 788, 897]
paragraph: I - agrossilvipastoril, piscícola, aquícola e afins; II - meio ambiente; III - obras; IV - gerenciamento de convênios e projetos; V - assistência social; VI - saúde; VII - educação; VIII - cultura; IX - esporte e lazer; X - políticas sobre drogas.	[1012, 544, 1500, 578]
paragraph: c) estabelecimento de mecanismos que otimizem a produtividade dos profissionais de educação;	[1023, 1572, 1438, 1583]
paragraph: Art. 447. Integram o patrimônio histórico, cultural e artístico do Município os bens móveis, imóveis, públicos ou privados, de natureza ou valor histórico, arquitetônico, arqueológico, ambiental, paisagístico, científico, folclórico, etnográfico, documental ou qualquer outro existente no território municipal, cuja preservação e conservação sejam de interesse público.	[512, 219, 1000, 266]
dateline: Nova Friburgo, 28/07/2018	[1355, 38, 1501, 52]
paragraph: Art. 461. O Município deverá promover a instituição e o levantamento de indicadores sociais para atuação pontual da Rede Permanente de Atenção Social.	[1012, 1026, 1500, 1048]
paragraph: § 2º Os proprietários de bens tombados pelo Município receberão, nos termos da lei, incentivos para preservá-los e conservá-los.	[512, 786, 1000, 808]
paragraph: Art. 460. O Município instituirá em lei Rede Permanente de Atenção Social (REPAS) destinada a integrar sistêmica e estratégica de órgãos municipais para formulação e implementação de políticas públicas de educação, esporte, cultura, lazer, saúde, assistência social, segurança, drogas e promoção dos direitos humanos.	[1012, 783, 1500, 829]
section-heading: DOS INSTRUMENTOS PÚBLICOS PARA PROMOÇÃO DA CULTURA	[96, 1178, 417, 1190]
paragraph: d) aperfeiçoamento periódico com vista à capacitação permanente dos profissionais de educação;	[1023, 1584, 1443, 1596]
paragraph: V - regularização fundiária nos distritos com as respectivas atividades rurais;	[524, 1017, 851, 1028]
paragraph: j) número de dias letivos e o número mínimo de dias de aula por ano letivo na forma da lei;	[1023, 1660, 1412, 1671]
paragraph: XIII - a democratização dos processos decisórios, assegurando a participação e o controle social.	[25, 240, 441, 251]
paragraph: § 2º O Município poderá convidar órgãos estaduais e federais para integrar, em regime de colaboração, a REAPROR.	[1012, 592, 1500, 614]
paragraph: X - promover aulas práticas;	[25, 1582, 146, 1594]
paragraph: Art. 454. A lei disciplinará a atividade econômica agrossilvipastoril, pesqueira, aquícola e afins através da implantação de um plano diretor de desenvolvimento rural sustentável, o qual regulamentará todas as ações a ela inerentes.	[512, 1688, 1000, 1723]
paragraph: n) progressiva oferta das nove séries do ensino fundamental nos distritos e nas localidades rurais;	[1023, 1734, 1443, 1745]
paragraph: § 3º O Município, no âmbito da REAPROR, deverá criar meios para proporcionar aos produtores rurais o recebimento de orientações de natureza técnica em suas atribuições específicas e ambiental, inclusive no que tange à linhas de crédito e incentivo rural proporcionadas pelos governos estadual e federal.	[1012, 615, 1500, 650]
paragraph: § 3º Garantir-se-á, por meio de regulações específicas, as formas para franquear consulta e pesquisa aos arquivos e acervos físicos.	[512, 701, 1000, 724]
section-heading: Seção I	[1238, 1107, 1274, 1119]
paragraph: VII - a manutenção de suas instituições culturais devidamente dotadas de recursos humanos, materiais e financeiros, promovendo pesquisa, preservação, conservação, veiculação e ampliação de seus acervos;	[13, 468, 500, 492]
paragraph: Art. 443. A lei estabelecerá plano municipal de cultura, com duração decenal, e como instrumento de planejamento estratégico para organização, regulação e norteamento da execução da política municipal de cultura em perspectiva sistêmica.	[13, 1052, 500, 1087]
paragraph: b) ao conhecimento proveniente de outros acervos formados por bens arquivísticos.	[524, 400, 884, 411]
paragraph: I - igualdade de condições para o acesso e permanência na escola, cabendo ao Município a adoção de medidas e mecanismos capazes de torná-la efetiva;	[1012, 1364, 1500, 1387]
section-heading: DO SISTEMA MUNICIPAL DE CULTURA	[163, 895, 351, 907]
paragraph: IX - disponibilizar mostras nas aulas para a visitação pública, mediante critério que serão estabelecidos;	[25, 1569, 469, 1581]
paragraph: Art. 453. O Município, em ação conjunta com o Estado, exercerá a fiscalização e controle do armazenamento, do abastecimento de produtos agrossilvipastoris, pesqueiros, aquícolas e afins, bem como a comercialização de respectivos insumos em seu território, estimulando o uso de recursos e métodos sustentáveis nos processos de cultivo e de combate a pragas e doenças, direcionando ainda sua atuação no sentido dos seguintes objetivos, entre outros:	[512, 1102, 1000, 1161]
paragraph: § 2º A Oficina-Escola de Artes de Nova Friburgo promoverá a pesquisa sobre educação em arte e será instrumento de difusão de pesquisas na área através de seminários, simpósios, publicações e outros meios disponíveis.	[512, 82, 1000, 116]
paragraph: I - Conselho Municipal de Política Cultural, de caráter permanente, bem como previsão de conferências municipais para formulação, debate e atualização das respectivas políticas públicas;	[13, 1202, 500, 1225]
paragraph: III - adquirir, guardar e conservar todo e qualquer bem que seja suporte de informação relativo:	[524, 351, 929, 362]
paragraph: II - organização de programas de abastecimento alimentar, dando prioridade aos produtos provenientes das pequenas propriedades rurais do município;	[512, 1295, 1000, 1318]
paragraph: l) regionalização do ensino, assegurando conteúdos em conformidade com as características da cultura, da história e da geografia local;	[1012, 1697, 1500, 1720]
paragraph: § 2º O Município deverá criar e divulgar arquivo histórico digital para conservação e para facilitar o acesso da população e dos pesquisadores.	[512, 677, 1000, 700]
paragraph: II - liberdade de aprender, ensinar, pesquisar e divulgar o pensamento, a cultura, a arte, o desporto e o saber, vedada qualquer discriminação;	[1012, 1388, 1500, 1411]
paragraph: § 6º A REPAS concentrará, na execução de suas atividades, recursos orçamentários provenientes dos órgãos que nela atuarão.	[1012, 977, 1500, 1000]
paragraph: e) cumprimento do calendário escolar;	[1023, 1597, 1188, 1608]
paragraph: XII - a ação cultural e educativa permanente, visando contribuir para a promoção da cultura da paz e prevenir e combater a discriminação e preconceitos;	[13, 216, 500, 238]
paragraph: XI - a criação e manutenção de auxílios, subvenções e incentivos, inclusive fiscais, aos apoiadores e promotores culturais e do patrimônio histórico material e imaterial do município, observado o disposto no art. 658;	[13, 191, 500, 215]
section-heading: DA REDE PERMANENTE DE ATENÇÃO SOCIAL	[1143, 770, 1369, 783]
section-heading: DA EDUCAÇÃO	[1218, 1092, 1294, 1104]
section-heading: Seção II	[736, 1661, 776, 1673]
paragraph: VIII - a estruturação e regulamentação da economia da cultura, no âmbito local;	[25, 130, 365, 142]
paragraph: XII - ser um polo cultural, sobretudo de cultura ligada aos aspectos vivenciados.	[25, 1607, 366, 1618]
paragraph: i) de número de alunos por sala;	[1023, 1648, 1162, 1659]
